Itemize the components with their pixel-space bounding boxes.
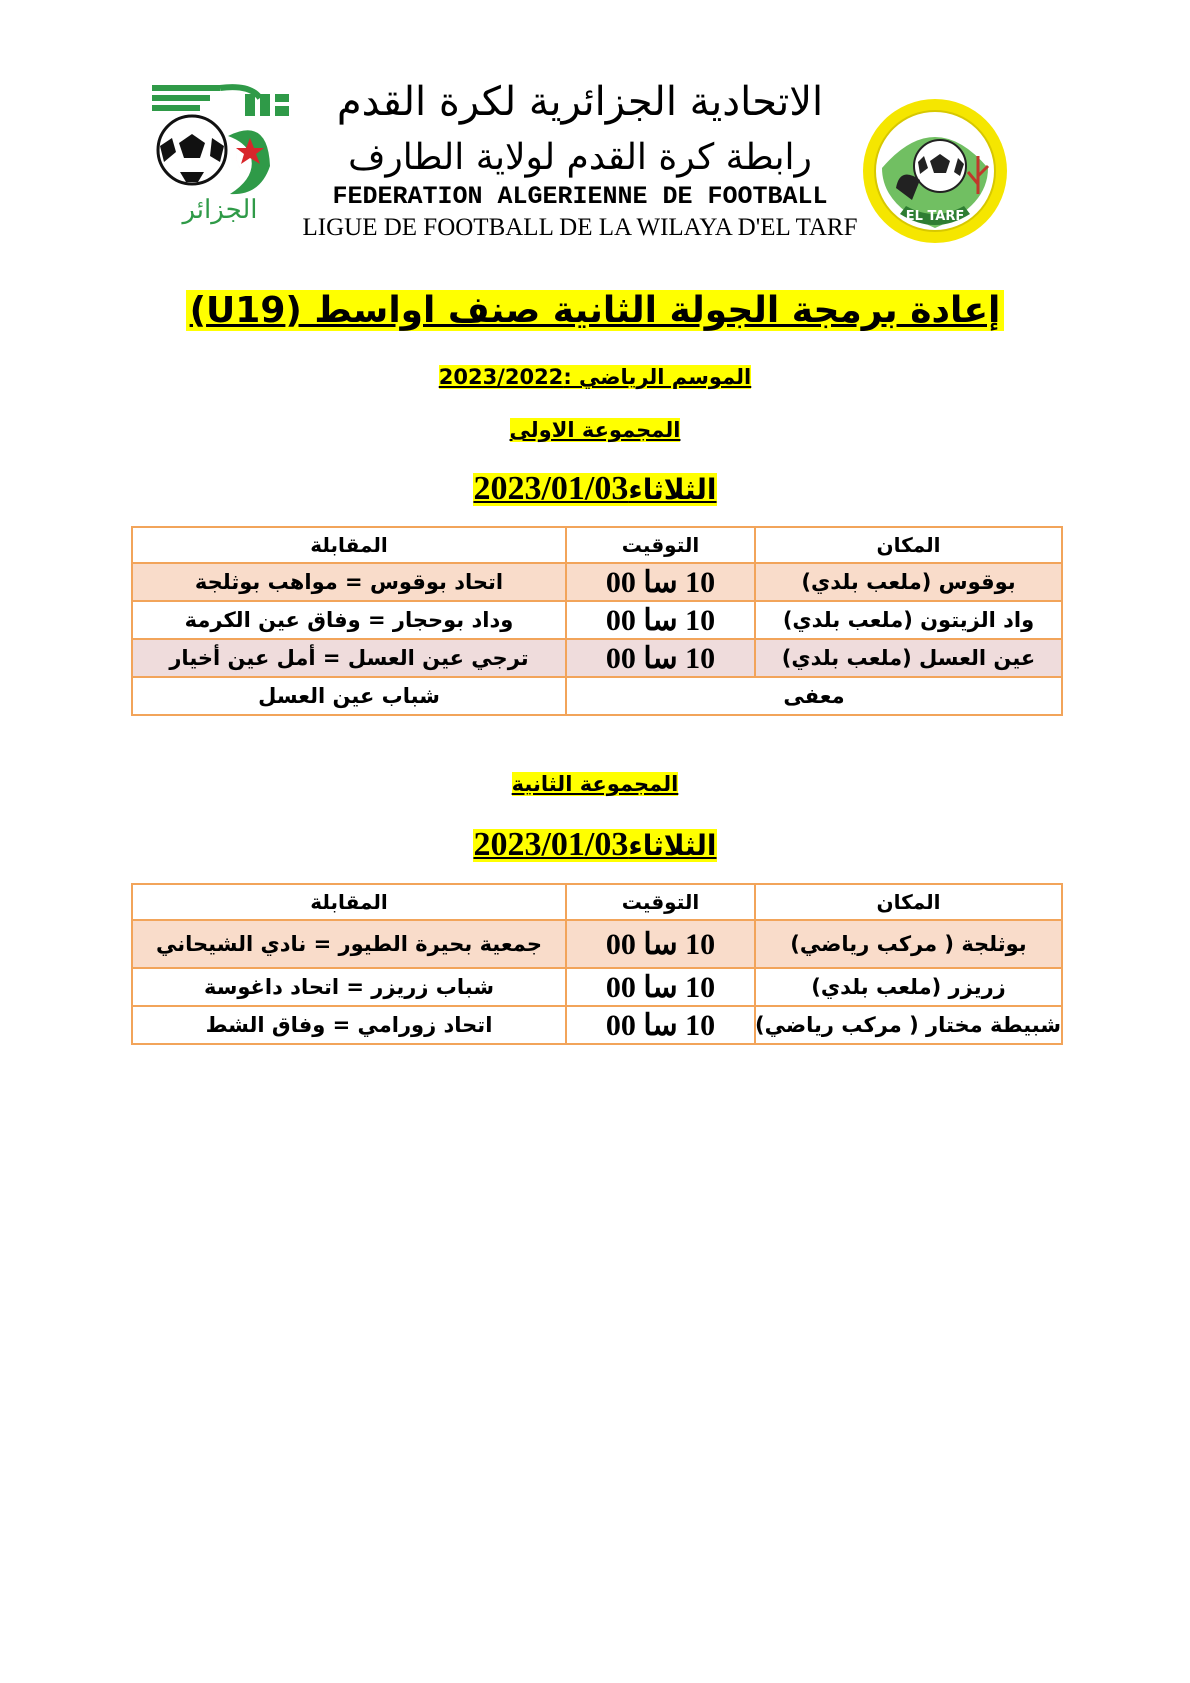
- page-title-text: إعادة برمجة الجولة الثانية صنف اواسط (U19): [186, 290, 1005, 331]
- header-arabic-league: رابطة كرة القدم لولاية الطارف: [348, 137, 812, 178]
- row-time: 10 سا 00: [566, 1006, 755, 1044]
- group1-day: الثلاثاء: [628, 473, 717, 506]
- table-row: [132, 563, 1062, 601]
- group1-date: 2023/01/03: [473, 470, 629, 507]
- row-match: جمعية بحيرة الطيور = نادي الشيحاني: [132, 920, 566, 968]
- row-place: واد الزيتون (ملعب بلدي): [755, 601, 1062, 639]
- row-time: 10 سا 00: [566, 601, 755, 639]
- row-match: ترجي عين العسل = أمل عين أخيار: [132, 639, 566, 677]
- group2-date-highlight: [473, 826, 717, 863]
- table-row: [132, 920, 1062, 968]
- row-place: شبيطة مختار ( مركب رياضي): [755, 1006, 1062, 1044]
- column-time: التوقيت: [566, 527, 755, 563]
- group2-date-line: [0, 826, 1190, 864]
- row-place: بوثلجة ( مركب رياضي): [755, 920, 1062, 968]
- table-header-row: [132, 527, 1062, 563]
- column-place: المكان: [755, 527, 1062, 563]
- column-match: المقابلة: [132, 527, 566, 563]
- exempt-row: [132, 677, 1062, 715]
- row-match: اتحاد بوقوس = مواهب بوثلجة: [132, 563, 566, 601]
- row-time: 10 سا 00: [566, 639, 755, 677]
- column-time: التوقيت: [566, 884, 755, 920]
- group2-day: الثلاثاء: [628, 829, 717, 862]
- table-header-row: [132, 884, 1062, 920]
- league-logo: [860, 96, 1010, 246]
- letterhead: [150, 76, 1030, 246]
- group2-date: 2023/01/03: [473, 826, 629, 863]
- row-match: شباب زريزر = اتحاد داغوسة: [132, 968, 566, 1006]
- season-line: [0, 365, 1190, 389]
- exempt-team: شباب عين العسل: [132, 677, 566, 715]
- group2-schedule-table: [131, 883, 1063, 1045]
- group2-label: المجموعة الثانية: [511, 772, 679, 796]
- row-time: 10 سا 00: [566, 968, 755, 1006]
- header-french-federation: FEDERATION ALGERIENNE DE FOOTBALL: [332, 182, 828, 211]
- page-title: [0, 290, 1190, 331]
- group1-label: المجموعة الاولى: [509, 418, 681, 442]
- row-place: زريزر (ملعب بلدي): [755, 968, 1062, 1006]
- group1-heading: [0, 418, 1190, 442]
- federation-logo: [150, 76, 310, 236]
- row-time: 10 سا 00: [566, 563, 755, 601]
- group1-schedule-table: [131, 526, 1063, 716]
- header-arabic-federation: الاتحادية الجزائرية لكرة القدم: [336, 79, 824, 125]
- row-place: بوقوس (ملعب بلدي): [755, 563, 1062, 601]
- table-row: [132, 968, 1062, 1006]
- group1-date-highlight: [473, 470, 717, 507]
- exempt-label: معفى: [566, 677, 1062, 715]
- table-row: [132, 639, 1062, 677]
- federation-logo-text: الجزائر: [182, 195, 258, 225]
- season-text: الموسم الرياضي :2023/2022: [438, 365, 752, 389]
- row-time: 10 سا 00: [566, 920, 755, 968]
- table-row: [132, 1006, 1062, 1044]
- group1-date-line: [0, 470, 1190, 508]
- row-match: وداد بوحجار = وفاق عين الكرمة: [132, 601, 566, 639]
- row-place: عين العسل (ملعب بلدي): [755, 639, 1062, 677]
- table-row: [132, 601, 1062, 639]
- column-match: المقابلة: [132, 884, 566, 920]
- group2-heading: [0, 772, 1190, 796]
- header-french-league: LIGUE DE FOOTBALL DE LA WILAYA D'EL TARF: [302, 214, 858, 241]
- league-logo-text: EL TARF: [905, 209, 965, 224]
- column-place: المكان: [755, 884, 1062, 920]
- row-match: اتحاد زورامي = وفاق الشط: [132, 1006, 566, 1044]
